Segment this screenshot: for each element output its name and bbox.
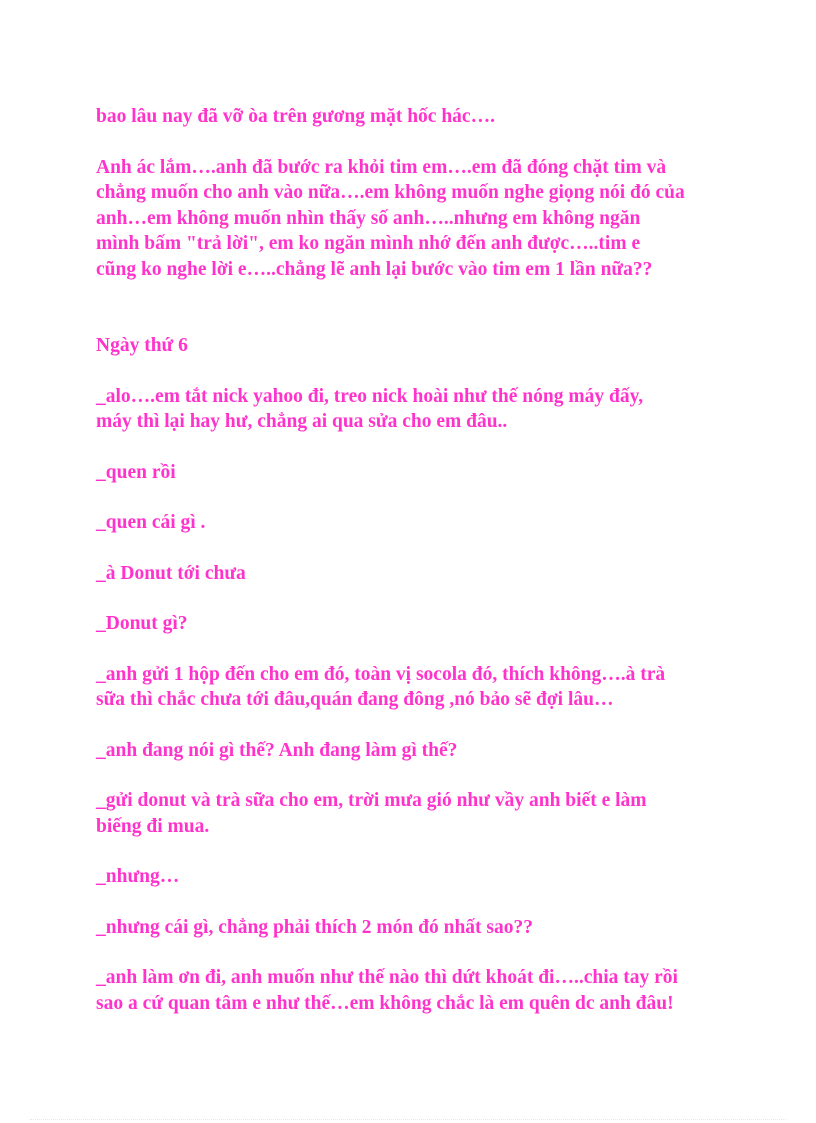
- dialogue-line: _anh đang nói gì thế? Anh đang làm gì thế?: [96, 739, 458, 761]
- dialogue-line: _anh làm ơn đi, anh muốn như thế nào thì dứt khoát đi…..chia tay rồi sao a cứ quan tâm e như thế…em không chắc là em quên dc anh đâu!: [96, 967, 678, 1014]
- day-heading: Ngày thứ 6: [96, 335, 188, 356]
- dialogue-line: _à Donut tới chưa: [96, 562, 246, 584]
- dialogue-line: _nhưng cái gì, chẳng phải thích 2 món đó nhất sao??: [96, 916, 534, 938]
- dialogue-line: _quen cái gì .: [96, 512, 206, 533]
- dialogue-line: _quen rồi: [96, 461, 176, 483]
- dialogue-line: _gửi donut và trà sữa cho em, trời mưa gió như vầy anh biết e làm biếng đi mua.: [96, 790, 647, 837]
- page-bottom-divider: [30, 1119, 786, 1120]
- dialogue-line: _nhưng…: [96, 866, 180, 887]
- paragraph-1: bao lâu nay đã vỡ òa trên gương mặt hốc hác….: [96, 106, 495, 127]
- dialogue-line: _anh gửi 1 hộp đến cho em đó, toàn vị socola đó, thích không….à trà sữa thì chắc chưa tới đâu,quán đang đông ,nó bảo sẽ đợi lâu…: [96, 663, 666, 710]
- dialogue-line: _alo….em tắt nick yahoo đi, treo nick hoài như thế nóng máy đấy, máy thì lại hay hư, chẳng ai qua sửa cho em đâu..: [96, 385, 644, 432]
- document-body: [96, 104, 736, 1041]
- dialogue-line: _Donut gì?: [96, 613, 188, 634]
- paragraph-2: Anh ác lắm….anh đã bước ra khỏi tim em….em đã đóng chặt tim và chẳng muốn cho anh vào nữa….em không muốn nghe giọng nói đó của anh…em không muốn nhìn thấy số anh…..nhưng em không ngăn mình bấm "trả lời", em ko ngăn mình nhớ đến anh được…..tim e cũng ko nghe lời e…..chẳng lẽ anh lại bước vào tim em 1 lần nữa??: [96, 156, 685, 280]
